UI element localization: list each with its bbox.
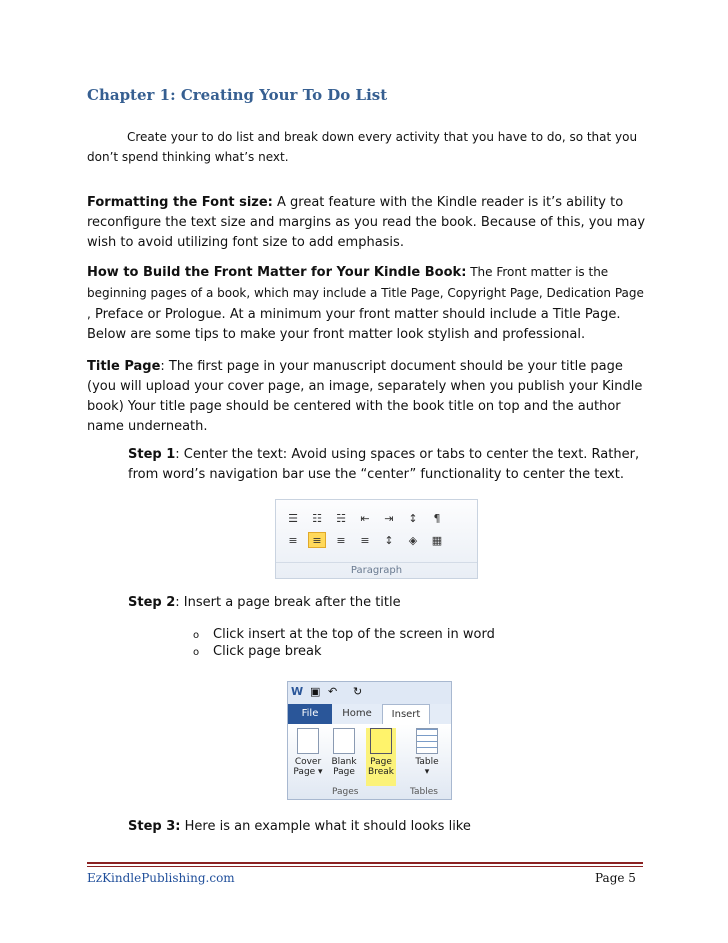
paragraph-group-label: Paragraph [276,562,477,576]
step1-body: : Center the text: Avoid using spaces or tabs to center the text. Rather, from word’s navigation bar use the “center” functionality to center the text. [128,447,640,482]
blank-page-icon [333,728,355,754]
chapter-title: Chapter 1: Creating Your To Do List [87,86,388,104]
intro-paragraph: Create your to do list and break down every activity that you have to do, so that you don’t spend thinking what’s next. [87,130,638,164]
justify-icon: ≡ [360,533,370,547]
undo-icon: ↶ [328,685,338,698]
bullets-icon: ☰ [288,511,298,525]
front-matter-lead: How to Build the Front Matter for Your Kindle Book: [87,265,467,280]
front-matter-body-small: The Front matter is the beginning pages of a book, which may include a Title Page, Copyright Page, Dedication Page , [87,265,644,321]
footer-rule-thin [87,866,643,867]
formatting-lead: Formatting the Font size: [87,195,273,210]
title-page-lead: Title Page [87,359,161,374]
shading-icon: ◈ [408,533,418,547]
step2-lead: Step 2 [128,595,176,610]
table-button: Table ▾ [412,728,442,777]
bullet-item: o Click insert at the top of the screen in word [193,625,495,646]
step3-lead: Step 3: [128,819,181,834]
borders-icon: ▦ [431,533,443,547]
title-page-body: : The first page in your manuscript document should be your title page (you will upload your cover page, an image, separately when you publish your Kindle book) Your title page should be centered with the book title on top and the author name underneath. [87,359,643,434]
paragraph-toolbar-image [275,499,478,579]
multilevel-list-icon: ☵ [336,511,346,525]
page-break-icon [370,728,392,754]
cover-page-button: Cover Page ▾ [293,728,323,777]
formatting-paragraph [87,193,647,253]
cover-page-icon [297,728,319,754]
front-matter-paragraph [87,262,647,345]
tab-insert: Insert [382,704,430,724]
pilcrow-icon: ¶ [433,511,441,525]
align-center-icon: ≡ [308,532,326,548]
increase-indent-icon: ⇥ [384,511,394,525]
step1-paragraph [128,445,648,485]
title-page-paragraph [87,357,647,437]
step3-paragraph [128,817,648,837]
footer-site: EzKindlePublishing.com [87,871,235,885]
align-right-icon: ≡ [336,533,346,547]
line-spacing-icon: ↕ [384,533,394,547]
decrease-indent-icon: ⇤ [360,511,370,525]
table-icon [416,728,438,754]
sort-icon: ↕ [408,511,418,525]
blank-page-button: Blank Page [329,728,359,777]
tables-group-label: Tables [410,787,438,797]
circle-bullet-icon: o [193,630,200,641]
circle-bullet-icon: o [193,647,200,658]
quick-access-toolbar [288,682,451,704]
step2-body: : Insert a page break after the title [175,595,401,610]
bullet-item: o Click page break [193,642,322,663]
footer-page-number: Page 5 [595,871,636,885]
front-matter-body: Preface or Prologue. At a minimum your front matter should include a Title Page. Below are some tips to make your front matter look stylish and professional. [87,307,621,342]
word-insert-ribbon-image [287,681,452,800]
align-left-icon: ≡ [288,533,298,547]
redo-icon: ↻ [353,685,363,698]
page-break-button: Page Break [366,728,396,786]
word-logo-icon: W [291,685,304,698]
pages-group-label: Pages [332,787,359,797]
formatting-body: A great feature with the Kindle reader is it’s ability to reconfigure the text size and margins as you read the book. Because of this, you may wish to avoid utilizing font size to add emphasis. [87,195,646,250]
tab-file: File [288,704,332,724]
tab-home: Home [342,708,372,719]
save-icon: ▣ [310,685,321,698]
footer-rule [87,862,643,864]
step1-lead: Step 1 [128,447,176,462]
step2-paragraph [128,593,648,613]
step3-body: Here is an example what it should looks like [180,819,471,834]
numbering-icon: ☷ [312,511,322,525]
